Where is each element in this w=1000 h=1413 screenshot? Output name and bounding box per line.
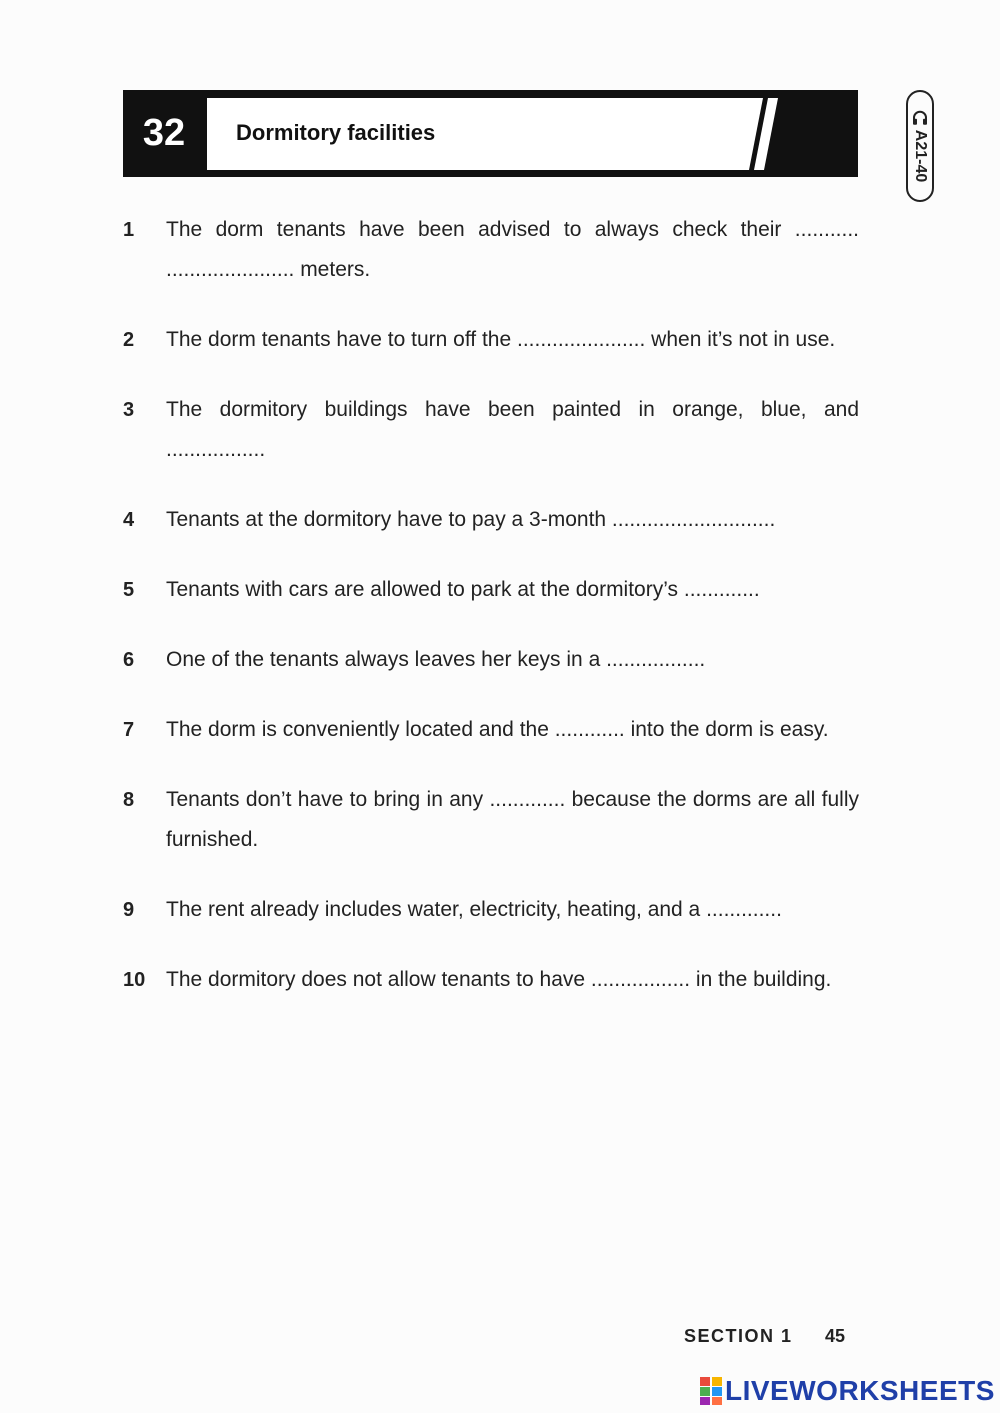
audio-track-badge — [906, 90, 934, 202]
question-item — [123, 390, 859, 470]
question-text: One of the tenants always leaves her keys in a ................. — [166, 648, 706, 671]
unit-title: Dormitory facilities — [236, 120, 436, 145]
question-text: The dorm tenants have been advised to always check their ........... ...................... meters. — [166, 218, 859, 281]
question-number: 4 — [123, 509, 135, 531]
banner-background — [123, 90, 858, 177]
question-text: Tenants with cars are allowed to park at the dormitory’s ............. — [166, 578, 760, 601]
question-text: Tenants at the dormitory have to pay a 3-month ............................ — [166, 508, 776, 531]
unit-header-banner — [123, 90, 858, 177]
question-number: 7 — [123, 719, 135, 741]
question-list — [123, 210, 859, 1000]
question-item — [123, 500, 859, 540]
question-number: 10 — [123, 969, 146, 991]
question-text: The dorm tenants have to turn off the ...................... when it’s not in use. — [166, 328, 836, 351]
question-text: The dormitory does not allow tenants to have ................. in the building. — [166, 968, 832, 991]
question-number: 6 — [123, 649, 135, 671]
question-item — [123, 640, 859, 680]
unit-number: 32 — [142, 112, 186, 154]
track-label: A21-40 — [912, 129, 929, 183]
brand-name: LIVEWORKSHEETS — [725, 1375, 995, 1406]
question-number: 1 — [123, 219, 135, 241]
section-label: SECTION 1 — [684, 1326, 793, 1346]
question-number: 2 — [123, 329, 135, 351]
question-number: 8 — [123, 789, 135, 811]
question-item — [123, 780, 859, 860]
question-item — [123, 210, 859, 290]
question-item — [123, 960, 859, 1000]
page-number: 45 — [825, 1326, 846, 1346]
question-item — [123, 710, 859, 750]
page-footer — [684, 1326, 845, 1347]
question-text: The dorm is conveniently located and the ............ into the dorm is easy. — [166, 718, 829, 741]
question-text: Tenants don’t have to bring in any ............. because the dorms are all fully furnished. — [166, 788, 859, 851]
question-text: The dormitory buildings have been painted in orange, blue, and ................. — [166, 398, 859, 461]
question-item — [123, 320, 859, 360]
question-number: 9 — [123, 899, 135, 921]
question-text: The rent already includes water, electricity, heating, and a ............. — [166, 898, 782, 921]
liveworksheets-logo-icon — [700, 1377, 722, 1405]
question-item — [123, 570, 859, 610]
headphones-icon — [912, 110, 928, 126]
liveworksheets-watermark — [700, 1375, 995, 1407]
question-number: 5 — [123, 579, 135, 601]
question-item — [123, 890, 859, 930]
question-number: 3 — [123, 399, 135, 421]
